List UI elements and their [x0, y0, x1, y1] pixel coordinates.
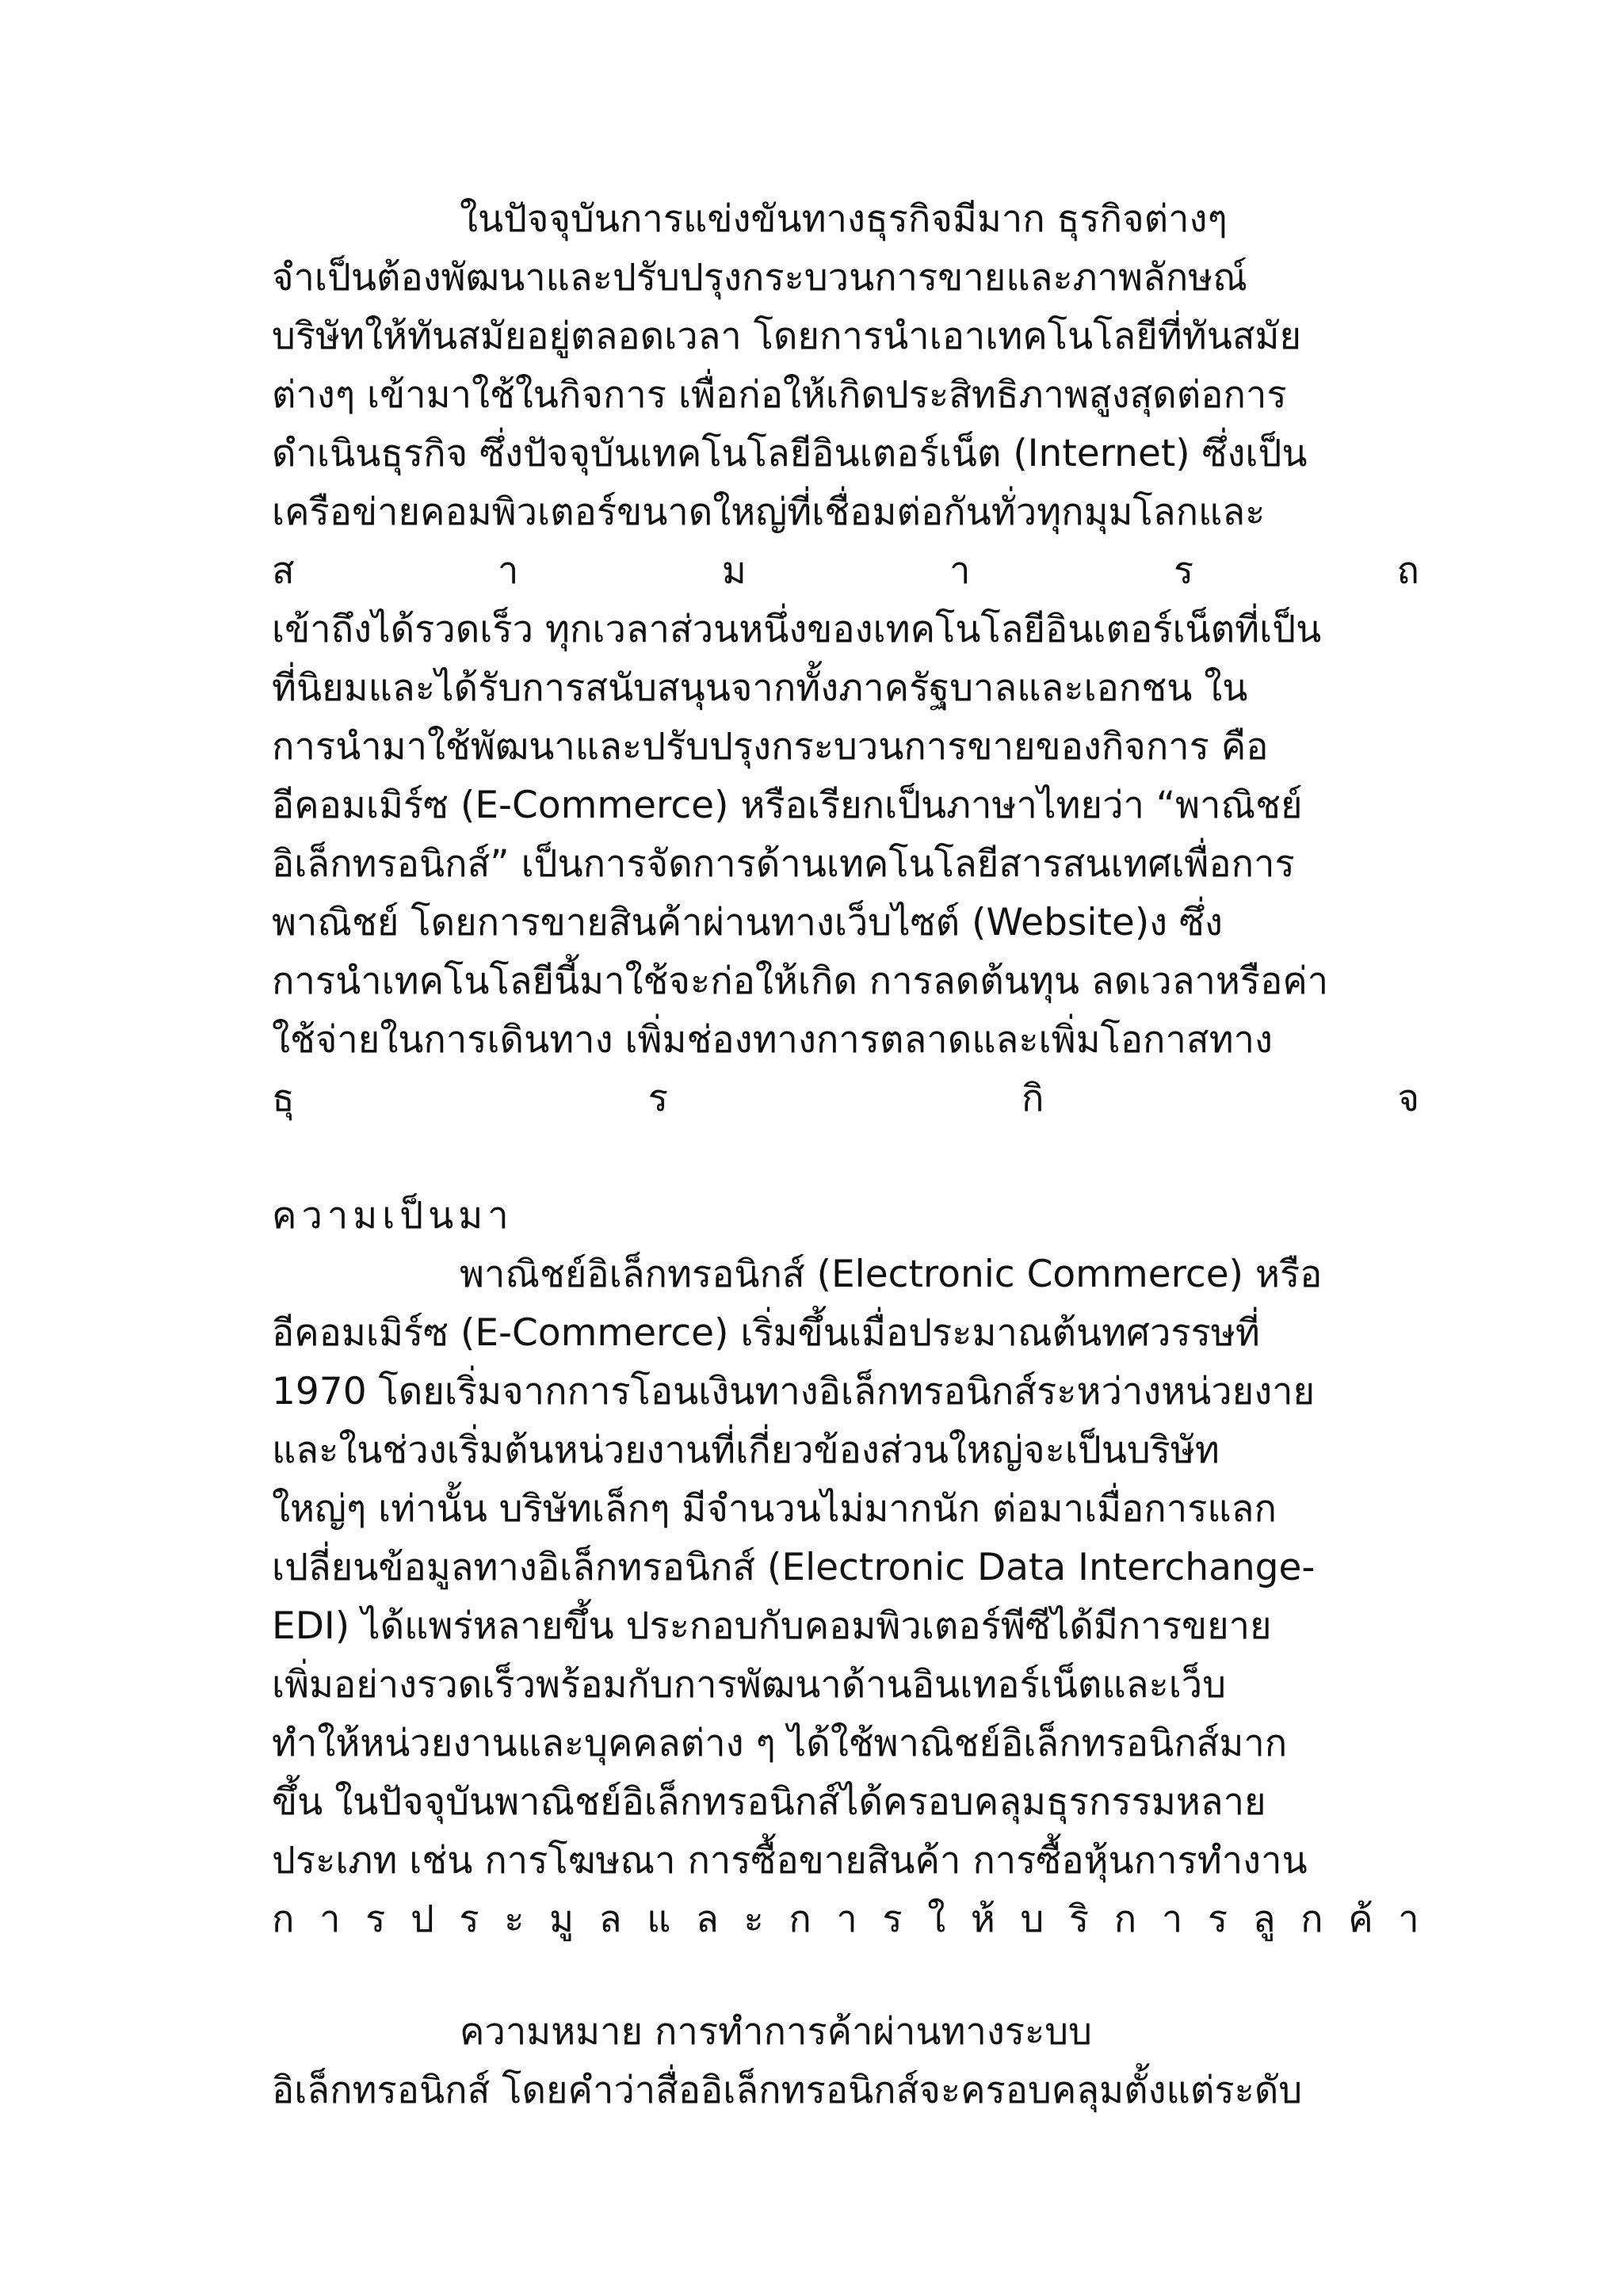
spread-char: ถ — [1396, 549, 1419, 593]
paragraph-line: พาณิชย์ โดยการขายสินค้าผ่านทางเว็บไซต์ (Website)ง ซึ่ง — [272, 901, 1223, 944]
paragraph-line: ดำเนินธุรกิจ ซึ่งปัจจุบันเทคโนโลยีอินเตอร์เน็ต (Internet) ซึ่งเป็น — [272, 432, 1308, 475]
paragraph-line: พาณิชย์อิเล็กทรอนิกส์ (Electronic Commerce) หรือ — [460, 1253, 1323, 1296]
paragraph-line: อิเล็กทรอนิกส์” เป็นการจัดการด้านเทคโนโลยีสารสนเทศเพื่อการ — [272, 842, 1295, 886]
spread-char: กิ — [1021, 1077, 1044, 1120]
paragraph-line: อิเล็กทรอนิกส์ โดยคำว่าสื่ออิเล็กทรอนิกส์จะครอบคลุมตั้งแต่ระดับ — [272, 2069, 1303, 2112]
spread-char: ร — [1173, 549, 1194, 593]
spread-char: า — [498, 549, 519, 593]
spread-char: ะ — [743, 1897, 764, 1941]
spread-char: ใ — [927, 1897, 946, 1941]
spread-char: ร — [882, 1897, 903, 1941]
spread-char: ม — [721, 549, 747, 593]
paragraph-line: ใหญ่ๆ เท่านั้น บริษัทเล็กๆ มีจำนวนไม่มากนัก ต่อมาเมื่อการแลก — [272, 1487, 1277, 1531]
spread-char: ป — [410, 1897, 434, 1941]
paragraph-line: ต่างๆ เข้ามาใช้ในกิจการ เพื่อก่อให้เกิดประสิทธิภาพสูงสุดต่อการ — [272, 373, 1287, 417]
paragraph-line: ความหมาย การทำการค้าผ่านทางระบบ — [460, 2010, 1092, 2054]
spread-char: ธุ — [272, 1077, 295, 1120]
paragraph-line: เข้าถึงได้รวดเร็ว ทุกเวลาส่วนหนึ่งของเทคโนโลยีอินเตอร์เน็ตที่เป็น — [272, 608, 1322, 651]
paragraph-line: เพิ่มอย่างรวดเร็วพร้อมกับการพัฒนาด้านอินเทอร์เน็ตและเว็บ — [272, 1663, 1227, 1707]
spread-char: า — [1161, 1897, 1183, 1941]
paragraph-line: ประเภท เช่น การโฆษณา การซื้อขายสินค้า การซื้อหุ้นการทำงาน — [272, 1839, 1308, 1882]
paragraph-line: การนำมาใช้พัฒนาและปรับปรุงกระบวนการขายของกิจการ คือ — [272, 725, 1269, 769]
paragraph-line: เปลี่ยนข้อมูลทางอิเล็กทรอนิกส์ (Electronic Data Interchange- — [272, 1546, 1316, 1589]
spread-char: ร — [1207, 1897, 1228, 1941]
paragraph-line: และในช่วงเริ่มต้นหน่วยงานที่เกี่ยวข้องส่วนใหญ่จะเป็นบริษัท — [272, 1428, 1220, 1472]
spread-char: ร — [459, 1897, 479, 1941]
justified-spread-line — [272, 1071, 1419, 1127]
spread-char: ล — [598, 1897, 622, 1941]
spread-char: า — [319, 1897, 341, 1941]
justified-spread-line — [272, 1892, 1419, 1947]
spread-char: ก — [789, 1897, 812, 1941]
spread-char: ล — [696, 1897, 719, 1941]
spread-char: ก — [272, 1897, 295, 1941]
paragraph-line: ใช้จ่ายในการเดินทาง เพิ่มช่องทางการตลาดและเพิ่มโอกาสทาง — [272, 1018, 1273, 1062]
spread-char: ริ — [1068, 1897, 1090, 1941]
spread-char: ห้ — [970, 1897, 995, 1941]
paragraph-line: ในปัจจุบันการแข่งขันทางธุรกิจมีมาก ธุรกิจต่างๆ — [460, 197, 1228, 241]
paragraph-line: การนำเทคโนโลยีนี้มาใช้จะก่อให้เกิด การลดต้นทุน ลดเวลาหรือค่า — [272, 959, 1329, 1003]
paragraph-line: ขึ้น ในปัจจุบันพาณิชย์อิเล็กทรอนิกส์ได้ครอบคลุมธุรกรรมหลาย — [272, 1780, 1266, 1824]
paragraph-line: 1970 โดยเริ่มจากการโอนเงินทางอิเล็กทรอนิกส์ระหว่างหน่วยงาย — [272, 1370, 1316, 1413]
spread-char: า — [949, 549, 971, 593]
paragraph-line: บริษัทให้ทันสมัยอยู่ตลอดเวลา โดยการนำเอาเทคโนโลยีที่ทันสมัย — [272, 315, 1302, 358]
spread-char: ร — [647, 1077, 668, 1120]
spread-char: มู — [549, 1897, 575, 1941]
spread-char: จ — [1397, 1077, 1419, 1120]
spread-char: ะ — [504, 1897, 525, 1941]
spread-char: ลู — [1252, 1897, 1276, 1941]
section-heading: ความเป็นมา — [272, 1194, 514, 1238]
spread-char: ค้ — [1348, 1897, 1373, 1941]
justified-spread-line — [272, 543, 1419, 599]
spread-char: บ — [1020, 1897, 1044, 1941]
paragraph-line: จำเป็นต้องพัฒนาและปรับปรุงกระบวนการขายและภาพลักษณ์ — [272, 256, 1247, 299]
paragraph-line: อีคอมเมิร์ซ (E-Commerce) หรือเรียกเป็นภาษาไทยว่า “พาณิชย์ — [272, 784, 1303, 827]
paragraph-line: ที่นิยมและได้รับการสนับสนุนจากทั้งภาครัฐบาลและเอกชน ใน — [272, 666, 1248, 710]
spread-char: ก — [1300, 1897, 1323, 1941]
spread-char: ร — [365, 1897, 386, 1941]
paragraph-line: ทำให้หน่วยงานและบุคคลต่าง ๆ ได้ใช้พาณิชย์อิเล็กทรอนิกส์มาก — [272, 1722, 1288, 1765]
paragraph-line: EDI) ได้แพร่หลายขึ้น ประกอบกับคอมพิวเตอร์พีซีได้มีการขยาย — [272, 1604, 1272, 1648]
paragraph-line: อีคอมเมิร์ซ (E-Commerce) เริ่มขึ้นเมื่อประมาณต้นทศวรรษที่ — [272, 1311, 1260, 1355]
spread-char: แ — [647, 1897, 671, 1941]
spread-char: ส — [272, 549, 295, 593]
paragraph-line: เครือข่ายคอมพิวเตอร์ขนาดใหญ่ที่เชื่อมต่อกันทั่วทุกมุมโลกและ — [272, 490, 1266, 534]
spread-char: ก — [1113, 1897, 1137, 1941]
spread-char: า — [836, 1897, 857, 1941]
spread-char: า — [1398, 1897, 1419, 1941]
